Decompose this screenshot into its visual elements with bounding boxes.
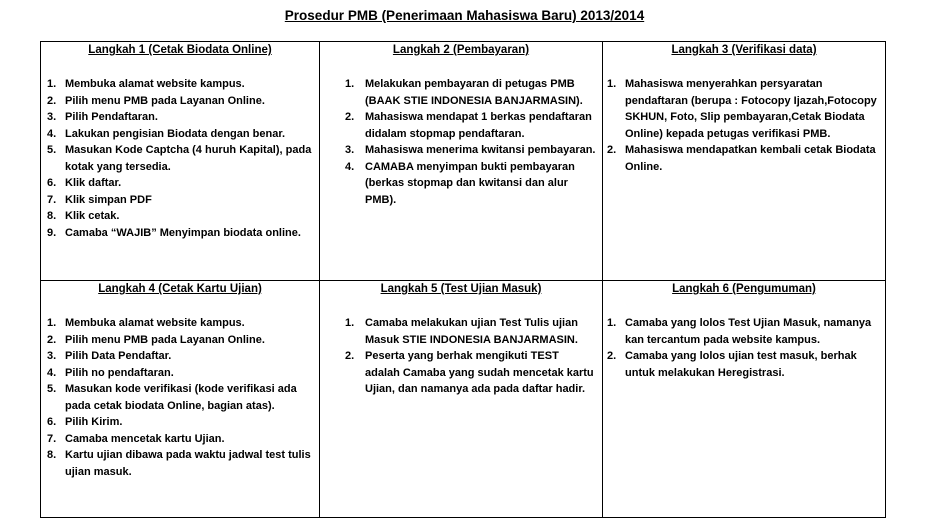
list-item-text: Peserta yang berhak mengikuti TEST adalah Camaba yang sudah mencetak kartu Ujian, dan namanya ada pada daftar hadir. xyxy=(365,350,594,395)
step-list-item xyxy=(47,348,313,365)
step-list-item xyxy=(47,93,313,110)
list-item-number: 5. xyxy=(47,144,57,156)
step-title: Langkah 3 (Verifikasi data) xyxy=(671,44,817,56)
step-title: Langkah 6 (Pengumuman) xyxy=(672,283,816,295)
list-item-number: 1. xyxy=(345,78,355,90)
step-title: Langkah 1 (Cetak Biodata Online) xyxy=(88,44,272,56)
list-item-text: Camaba melakukan ujian Test Tulis ujian Masuk STIE INDONESIA BANJARMASIN. xyxy=(365,317,578,346)
step-list-item xyxy=(47,208,313,225)
step-list-item xyxy=(47,381,313,414)
list-item-text: Klik daftar. xyxy=(65,177,122,189)
list-item-text: Masukan kode verifikasi (kode verifikasi ada pada cetak biodata Online, bagian atas). xyxy=(65,383,297,412)
list-item-number: 3. xyxy=(47,350,57,362)
list-item-text: Mahasiswa mendapatkan kembali cetak Biodata Online. xyxy=(625,144,876,173)
list-item-text: Camaba yang lolos Test Ujian Masuk, namanya kan tercantum pada website kampus. xyxy=(625,317,872,346)
list-item-number: 1. xyxy=(47,78,57,90)
list-item-text: Pilih menu PMB pada Layanan Online. xyxy=(65,94,265,107)
list-item-text: Masukan Kode Captcha (4 huruh Kapital), pada kotak yang tersedia. xyxy=(65,144,312,173)
step-list-item xyxy=(47,365,313,382)
step-title: Langkah 4 (Cetak Kartu Ujian) xyxy=(98,283,262,295)
list-item-number: 3. xyxy=(47,111,57,123)
list-item-text: Kartu ujian dibawa pada waktu jadwal test tulis ujian masuk. xyxy=(65,449,311,478)
list-item-number: 1. xyxy=(345,317,355,329)
step-cell-4 xyxy=(41,280,319,517)
list-item-number: 6. xyxy=(47,416,57,428)
list-item-text: Pilih no pendaftaran. xyxy=(65,366,174,379)
list-item-number: 4. xyxy=(47,127,57,140)
step-list-item xyxy=(345,109,596,142)
list-item-number: 6. xyxy=(47,177,57,189)
list-item-text: Lakukan pengisian Biodata dengan benar. xyxy=(65,127,286,140)
step-list-item xyxy=(47,76,313,93)
step-cell-6 xyxy=(602,280,885,517)
step-cell-2 xyxy=(319,42,602,280)
step-list-item xyxy=(607,142,879,175)
list-item-number: 4. xyxy=(345,160,355,173)
step-title: Langkah 5 (Test Ujian Masuk) xyxy=(380,283,542,295)
list-item-number: 1. xyxy=(607,317,617,329)
list-item-text: CAMABA menyimpan bukti pembayaran (berkas stopmap dan kwitansi dan alur PMB). xyxy=(365,160,575,206)
list-item-text: Camaba mencetak kartu Ujian. xyxy=(65,432,225,445)
list-item-text: Klik cetak. xyxy=(65,210,120,222)
step-list-item xyxy=(345,76,596,109)
list-item-text: Pilih Kirim. xyxy=(65,416,123,428)
list-item-number: 7. xyxy=(47,193,57,206)
list-item-number: 2. xyxy=(47,333,57,346)
list-item-text: Pilih Data Pendaftar. xyxy=(65,350,172,362)
step-list-item xyxy=(345,159,596,209)
step-cell-5 xyxy=(319,280,602,517)
step-list-item xyxy=(47,332,313,349)
list-item-number: 5. xyxy=(47,383,57,395)
list-item-text: Mahasiswa menerima kwitansi pembayaran. xyxy=(365,144,596,156)
list-item-text: Pilih menu PMB pada Layanan Online. xyxy=(65,333,265,346)
step-cell-1 xyxy=(41,42,319,280)
step-list-item xyxy=(47,315,313,332)
list-item-number: 8. xyxy=(47,449,57,461)
list-item-number: 2. xyxy=(607,144,617,156)
step-list-item xyxy=(47,126,313,143)
document-title: Prosedur PMB (Penerimaan Mahasiswa Baru) 2013/2014 xyxy=(284,8,645,23)
step-list-item xyxy=(47,414,313,431)
step-list-item xyxy=(607,348,879,381)
list-item-number: 2. xyxy=(607,350,617,362)
list-item-text: Klik simpan PDF xyxy=(65,193,152,206)
list-item-number: 8. xyxy=(47,210,57,222)
list-item-number: 2. xyxy=(345,111,355,123)
step-list xyxy=(607,315,879,381)
list-item-text: Camaba “WAJIB” Menyimpan biodata online. xyxy=(65,226,301,239)
step-list-item xyxy=(47,109,313,126)
procedure-table xyxy=(40,41,886,518)
list-item-text: Melakukan pembayaran di petugas PMB (BAAK STIE INDONESIA BANJARMASIN). xyxy=(365,78,583,107)
step-list xyxy=(345,315,596,398)
step-list-item xyxy=(345,142,596,159)
list-item-text: Mahasiswa menyerahkan persyaratan pendaftaran (berupa : Fotocopy Ijazah,Fotocopy SKHUN, Foto, Slip pembayaran,Cetak Biodata Online) kepada petugas verifikasi PMB. xyxy=(625,78,877,140)
list-item-number: 1. xyxy=(47,317,57,329)
step-list-item xyxy=(47,447,313,480)
list-item-number: 7. xyxy=(47,432,57,445)
list-item-number: 2. xyxy=(47,94,57,107)
step-list-item xyxy=(47,192,313,209)
list-item-text: Mahasiswa mendapat 1 berkas pendaftaran didalam stopmap pendaftaran. xyxy=(365,111,592,140)
step-title: Langkah 2 (Pembayaran) xyxy=(392,44,530,56)
step-list-item xyxy=(47,175,313,192)
step-list-item xyxy=(47,225,313,242)
step-list-item xyxy=(47,431,313,448)
step-list xyxy=(345,76,596,208)
step-list xyxy=(47,76,313,241)
list-item-text: Pilih Pendaftaran. xyxy=(65,111,158,123)
step-list xyxy=(47,315,313,480)
list-item-text: Membuka alamat website kampus. xyxy=(65,317,245,329)
step-list-item xyxy=(607,315,879,348)
step-list-item xyxy=(345,315,596,348)
step-list-item xyxy=(345,348,596,398)
step-list xyxy=(607,76,879,175)
step-list-item xyxy=(47,142,313,175)
list-item-number: 9. xyxy=(47,226,57,239)
list-item-text: Membuka alamat website kampus. xyxy=(65,78,245,90)
step-cell-3 xyxy=(602,42,885,280)
list-item-number: 4. xyxy=(47,366,57,379)
step-list-item xyxy=(607,76,879,142)
list-item-text: Camaba yang lolos ujian test masuk, berhak untuk melakukan Heregistrasi. xyxy=(625,350,857,379)
list-item-number: 1. xyxy=(607,78,617,90)
list-item-number: 3. xyxy=(345,144,355,156)
list-item-number: 2. xyxy=(345,350,355,362)
